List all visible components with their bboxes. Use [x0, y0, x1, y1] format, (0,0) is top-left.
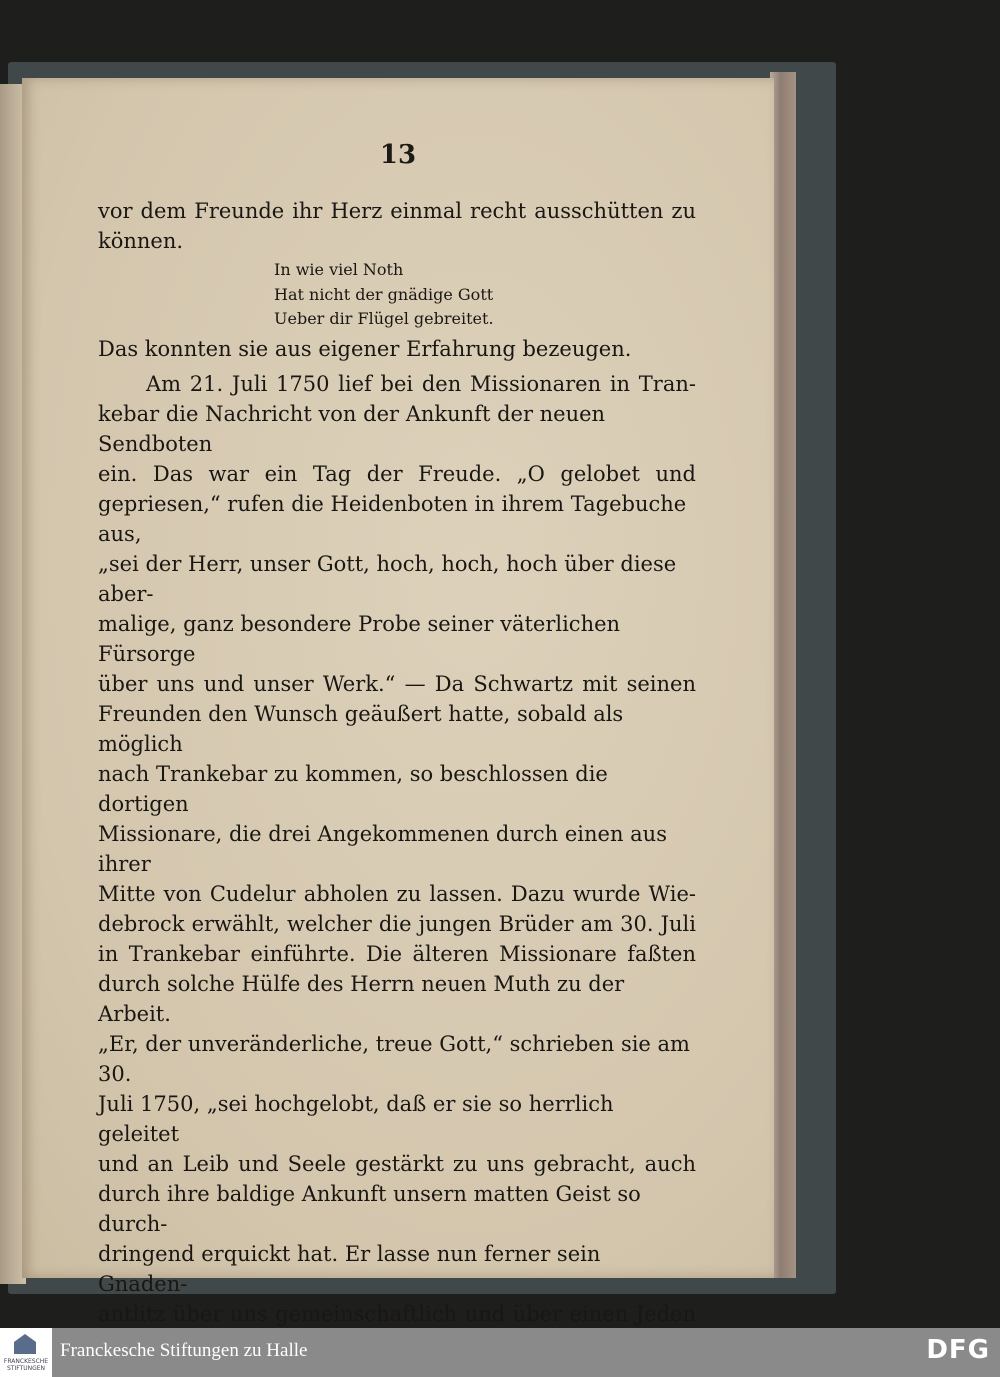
text-line: Freunden den Wunsch geäußert hatte, sobald als möglich	[98, 701, 624, 756]
text-line: kebar die Nachricht von der Ankunft der neuen Sendboten	[98, 401, 606, 456]
text-line: durch ihre baldige Ankunft unsern matten Geist so durch-	[98, 1181, 641, 1236]
page-text	[98, 196, 696, 1328]
dfg-logo: DFG	[926, 1335, 990, 1365]
text-line: „Er, der unveränderliche, treue Gott,“ schrieben sie am 30.	[98, 1031, 690, 1086]
verse-quote	[274, 258, 696, 332]
page-number: 13	[379, 140, 417, 170]
text-line: Das konnten sie aus eigener Erfahrung bezeugen.	[98, 336, 632, 361]
verse-line: Hat nicht der gnädige Gott	[274, 284, 494, 304]
text-line: Mitte von Cudelur abholen zu lassen. Dazu wurde Wie-	[98, 881, 696, 906]
text-line: durch solche Hülfe des Herrn neuen Muth zu der Arbeit.	[98, 971, 625, 1026]
text-line: in Trankebar einführte. Die älteren Missionare faßten	[98, 941, 696, 966]
franckesche-logo	[0, 1328, 52, 1377]
footer-bar	[0, 1328, 1000, 1377]
text-line: nach Trankebar zu kommen, so beschlossen die dortigen	[98, 761, 608, 816]
text-line: „sei der Herr, unser Gott, hoch, hoch, hoch über diese aber-	[98, 551, 677, 606]
text-line: über uns und unser Werk.“ — Da Schwartz mit seinen	[98, 671, 696, 696]
verse-line: Ueber dir Flügel gebreitet.	[274, 309, 494, 328]
text-line: Juli 1750, „sei hochgelobt, daß er sie so herrlich geleitet	[98, 1091, 614, 1146]
building-icon	[14, 1334, 36, 1354]
text-line: gepriesen,“ rufen die Heidenboten in ihrem Tagebuche aus,	[98, 491, 687, 546]
text-line: malige, ganz besondere Probe seiner väterlichen Fürsorge	[98, 611, 621, 666]
footer-title: Franckesche Stiftungen zu Halle	[60, 1340, 308, 1361]
text-line: ein. Das war ein Tag der Freude. „O gelobet und	[98, 461, 696, 486]
text-line: Am 21. Juli 1750 lief bei den Missionaren in Tran-	[146, 371, 696, 396]
text-line: debrock erwählt, welcher die jungen Brüder am 30. Juli	[98, 911, 696, 936]
text-line: antlitz über uns gemeinschaftlich und über einen Jeden	[98, 1301, 696, 1326]
book-page	[22, 78, 774, 1326]
text-line: können.	[98, 229, 184, 253]
text-line: vor dem Freunde ihr Herz einmal recht ausschütten zu	[98, 199, 696, 223]
text-line: dringend erquickt hat. Er lasse nun ferner sein Gnaden-	[98, 1241, 601, 1296]
paragraph-2	[98, 369, 696, 1329]
verse-line: In wie viel Noth	[274, 260, 404, 279]
logo-caption: STIFTUNGEN	[6, 1365, 46, 1372]
logo-caption: FRANCKESCHE	[3, 1358, 49, 1365]
text-line: und an Leib und Seele gestärkt zu uns gebracht, auch	[98, 1151, 696, 1176]
text-line: Missionare, die drei Angekommenen durch einen aus ihrer	[98, 821, 667, 876]
